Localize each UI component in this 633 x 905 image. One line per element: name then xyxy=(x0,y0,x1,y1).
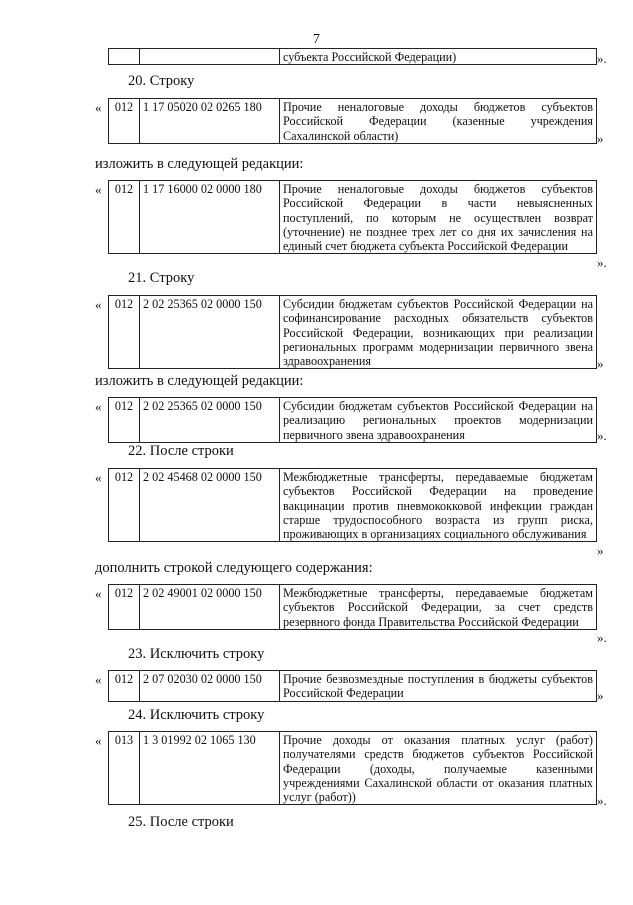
table-row xyxy=(108,397,597,443)
heading-21-instruction: изложить в следующей редакции: xyxy=(95,373,304,389)
cell-text: Прочие неналоговые доходы бюджетов субъектов Российской Федерации (казенные учреждения Сахалинской области) xyxy=(280,99,597,144)
cell-text: Субсидии бюджетам субъектов Российской Федерации на реализацию региональных проектов модернизации первичного звена здравоохранения xyxy=(280,398,597,443)
quote-close: ». xyxy=(597,793,607,808)
page-number: 7 xyxy=(313,32,320,47)
heading-21: 21. Строку xyxy=(128,270,195,286)
quote-open: « xyxy=(95,733,102,748)
cell-text: Прочие доходы от оказания платных услуг (работ) получателями средств бюджетов субъектов Российской Федерации (доходы, получаемые казенными учреждениями Сахалинской области от оказания платных услуг (работ)) xyxy=(280,732,597,805)
heading-22: 22. После строки xyxy=(128,443,234,459)
quote-close: ». xyxy=(597,630,607,645)
heading-25: 25. После строки xyxy=(128,814,234,830)
quote-close: » xyxy=(597,688,604,703)
cell-code: 012 xyxy=(109,99,140,144)
heading-24: 24. Исключить строку xyxy=(128,707,265,723)
cell-text: Прочие неналоговые доходы бюджетов субъектов Российской Федерации в части невыясненных поступлений, по которым не осуществлен возврат (уточнение) не позднее трех лет со дня их зачисления на единый счет бюджета субъекта Российской Федерации xyxy=(280,181,597,254)
quote-open: « xyxy=(95,100,102,115)
heading-20-instruction: изложить в следующей редакции: xyxy=(95,156,304,172)
table-row xyxy=(108,180,597,254)
cell-kbk: 2 02 45468 02 0000 150 xyxy=(140,469,280,542)
heading-20: 20. Строку xyxy=(128,73,195,89)
cell-kbk: 1 17 16000 02 0000 180 xyxy=(140,181,280,254)
table-row xyxy=(108,98,597,144)
cell-kbk: 2 02 25365 02 0000 150 xyxy=(140,398,280,443)
quote-close: ». xyxy=(597,51,607,66)
quote-open: « xyxy=(95,672,102,687)
table-row xyxy=(108,670,597,702)
cell-text: Прочие безвозмездные поступления в бюджеты субъектов Российской Федерации xyxy=(280,671,597,702)
cell-code: 012 xyxy=(109,398,140,443)
quote-open: « xyxy=(95,297,102,312)
cell-code: 012 xyxy=(109,469,140,542)
quote-open: « xyxy=(95,586,102,601)
cell-kbk: 1 17 05020 02 0265 180 xyxy=(140,99,280,144)
cell-code: 012 xyxy=(109,671,140,702)
cell-code: 012 xyxy=(109,585,140,630)
cell-text-content: субъекта Российской Федерации) xyxy=(283,50,457,64)
cell-code: 013 xyxy=(109,732,140,805)
table-row xyxy=(108,48,597,65)
cell-kbk: 2 02 25365 02 0000 150 xyxy=(140,296,280,369)
quote-close: » xyxy=(597,131,604,146)
cell-text: Межбюджетные трансферты, передаваемые бюджетам субъектов Российской Федерации, за счет средств резервного фонда Правительства Российской Федерации xyxy=(280,585,597,630)
cell-kbk: 2 07 02030 02 0000 150 xyxy=(140,671,280,702)
cell-code: 012 xyxy=(109,181,140,254)
heading-22-instruction: дополнить строкой следующего содержания: xyxy=(95,560,373,576)
table-row xyxy=(108,731,597,805)
table-row xyxy=(108,295,597,369)
table-row xyxy=(108,468,597,542)
quote-close: ». xyxy=(597,428,607,443)
quote-open: « xyxy=(95,470,102,485)
cell-code xyxy=(109,49,140,65)
cell-text: Межбюджетные трансферты, передаваемые бюджетам субъектов Российской Федерации на проведение вакцинации против пневмококковой инфекции граждан старше трудоспособного возраста из групп риска, проживающих в организациях социального обслуживания xyxy=(280,469,597,542)
cell-kbk xyxy=(140,49,280,65)
quote-open: « xyxy=(95,399,102,414)
cell-kbk: 2 02 49001 02 0000 150 xyxy=(140,585,280,630)
heading-23: 23. Исключить строку xyxy=(128,646,265,662)
quote-close: » xyxy=(597,356,604,371)
quote-close: » xyxy=(597,543,604,558)
cell-code: 012 xyxy=(109,296,140,369)
table-row xyxy=(108,584,597,630)
cell-text: Субсидии бюджетам субъектов Российской Федерации на софинансирование расходных обязательств субъектов Российской Федерации, возникающих при реализации региональных программ модернизации первичного звена здравоохранения xyxy=(280,296,597,369)
quote-open: « xyxy=(95,182,102,197)
quote-close: ». xyxy=(597,255,607,270)
cell-text xyxy=(280,49,597,65)
cell-kbk: 1 3 01992 02 1065 130 xyxy=(140,732,280,805)
